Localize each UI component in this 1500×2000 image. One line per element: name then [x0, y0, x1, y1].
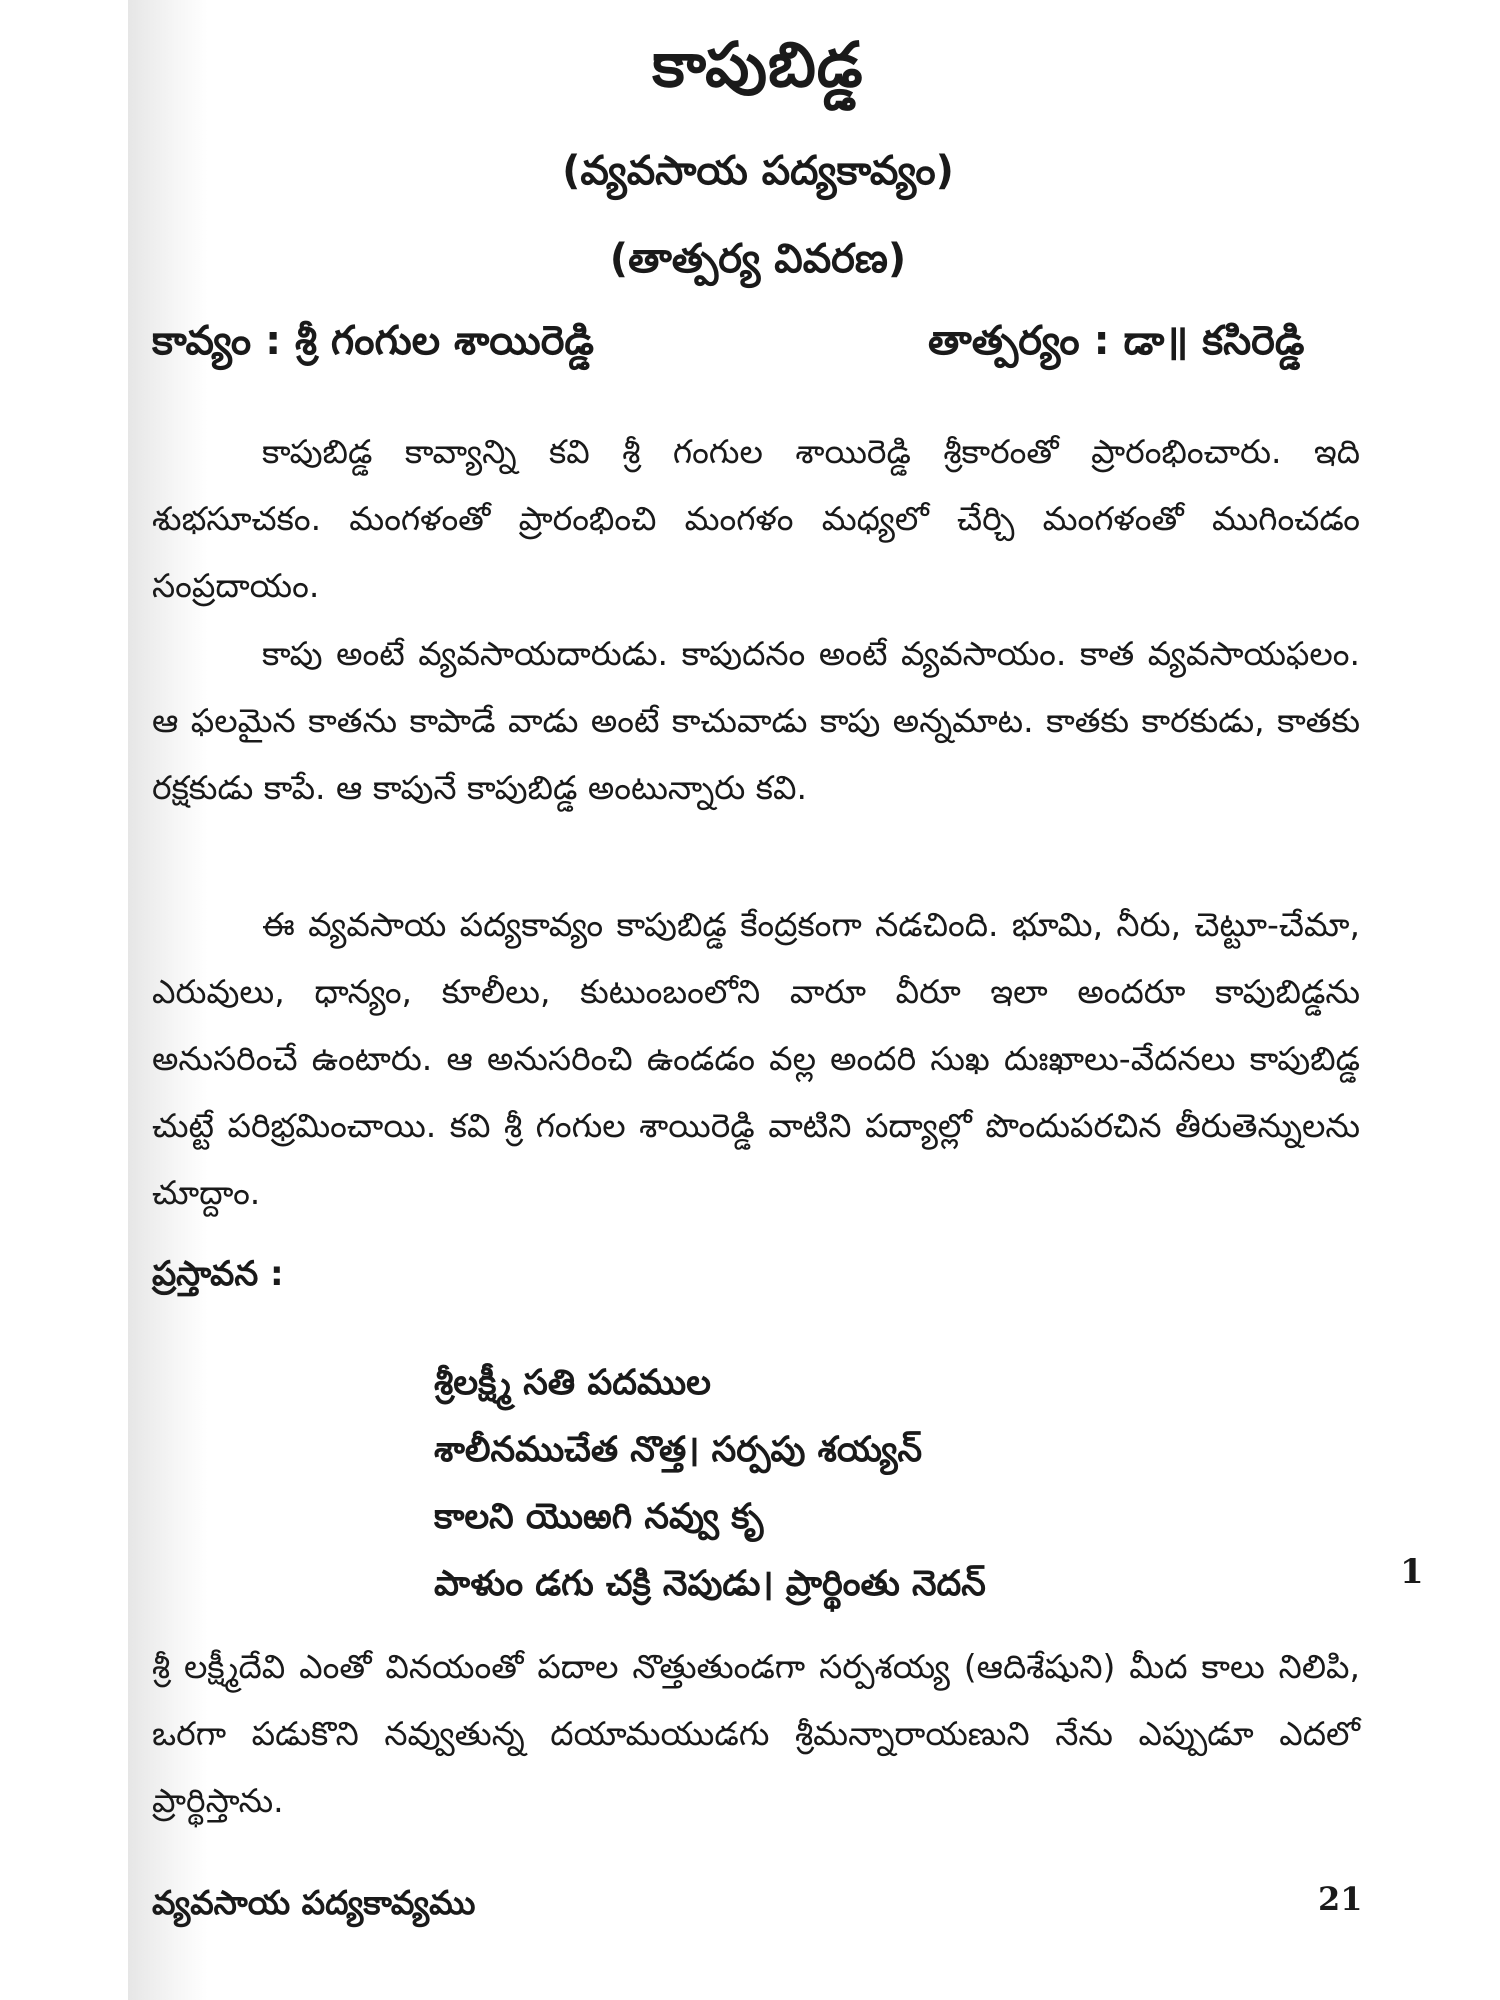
- page-title: కాపుబిడ్డ: [652, 28, 864, 101]
- page-number: 21: [1318, 1880, 1363, 1918]
- byline-commentator: తాత్పర్యం : డా॥ కసిరెడ్డి: [928, 318, 1305, 364]
- verse-number: 1: [1400, 1552, 1424, 1592]
- paragraph-meaning-of-kapu: కాపు అంటే వ్యవసాయదారుడు. కాపుదనం అంటే వ్యవసాయం. కాత వ్యవసాయఫలం. ఆ ఫలమైన కాతను కాపాడే వాడు అంటే కాచువాడు కాపు అన్నమాట. కాతకు కారకుడు, కాతకు రక్షకుడు కాపే. ఆ కాపునే కాపుబిడ్డ అంటున్నారు కవి.: [152, 634, 1360, 807]
- paragraph-verse-meaning: శ్రీ లక్ష్మీదేవి ఎంతో వినయంతో పదాల నొత్తుతుండగా సర్పశయ్య (ఆదిశేషుని) మీద కాలు నిలిపి, ఒరగా పడుకొని నవ్వుతున్న దయామయుడగు శ్రీమన్నారాయణుని నేను ఎప్పుడూ ఎదలో ప్రార్థిస్తాను.: [152, 1647, 1360, 1820]
- section-heading: ప్రస్తావన :: [152, 1254, 284, 1294]
- verse-block: [434, 1350, 1334, 1618]
- subtitle-secondary: (తాత్పర్య వివరణ): [609, 236, 907, 282]
- verse-line: కాలని యొఱగి నవ్వు కృ: [434, 1497, 764, 1537]
- verse-line: శ్రీలక్ష్మీ సతి పదముల: [434, 1363, 711, 1403]
- byline-poet: కావ్యం : శ్రీ గంగుల శాయిరెడ్డి: [152, 318, 595, 364]
- paragraph-intro: కాపుబిడ్డ కావ్యాన్ని కవి శ్రీ గంగుల శాయిరెడ్డి శ్రీకారంతో ప్రారంభించారు. ఇది శుభసూచకం. మంగళంతో ప్రారంభించి మంగళం మధ్యలో చేర్చి మంగళంతో ముగించడం సంప్రదాయం.: [152, 432, 1360, 605]
- verse-line: పాళుం డగు చక్రి నెపుడు। ప్రార్థింతు నెదన్: [434, 1564, 986, 1604]
- footer-book-title: వ్యవసాయ పద్యకావ్యము: [152, 1883, 476, 1922]
- page-content: [138, 0, 1424, 2000]
- subtitle: (వ్యవసాయ పద్యకావ్యం): [562, 148, 954, 194]
- paragraph-poem-overview: ఈ వ్యవసాయ పద్యకావ్యం కాపుబిడ్డ కేంద్రకంగా నడచింది. భూమి, నీరు, చెట్టూ-చేమా, ఎరువులు, ధాన్యం, కూలీలు, కుటుంబంలోని వారూ వీరూ ఇలా అందరూ కాపుబిడ్డను అనుసరించే ఉంటారు. ఆ అనుసరించి ఉండడం వల్ల అందరి సుఖ దుఃఖాలు-వేదనలు కాపుబిడ్డ చుట్టే పరిభ్రమించాయి. కవి శ్రీ గంగుల శాయిరెడ్డి వాటిని పద్యాల్లో పొందుపరచిన తీరుతెన్నులను చూద్దాం.: [152, 905, 1360, 1212]
- verse-line: శాలీనముచేత నొత్త। సర్పపు శయ్యన్: [434, 1430, 923, 1470]
